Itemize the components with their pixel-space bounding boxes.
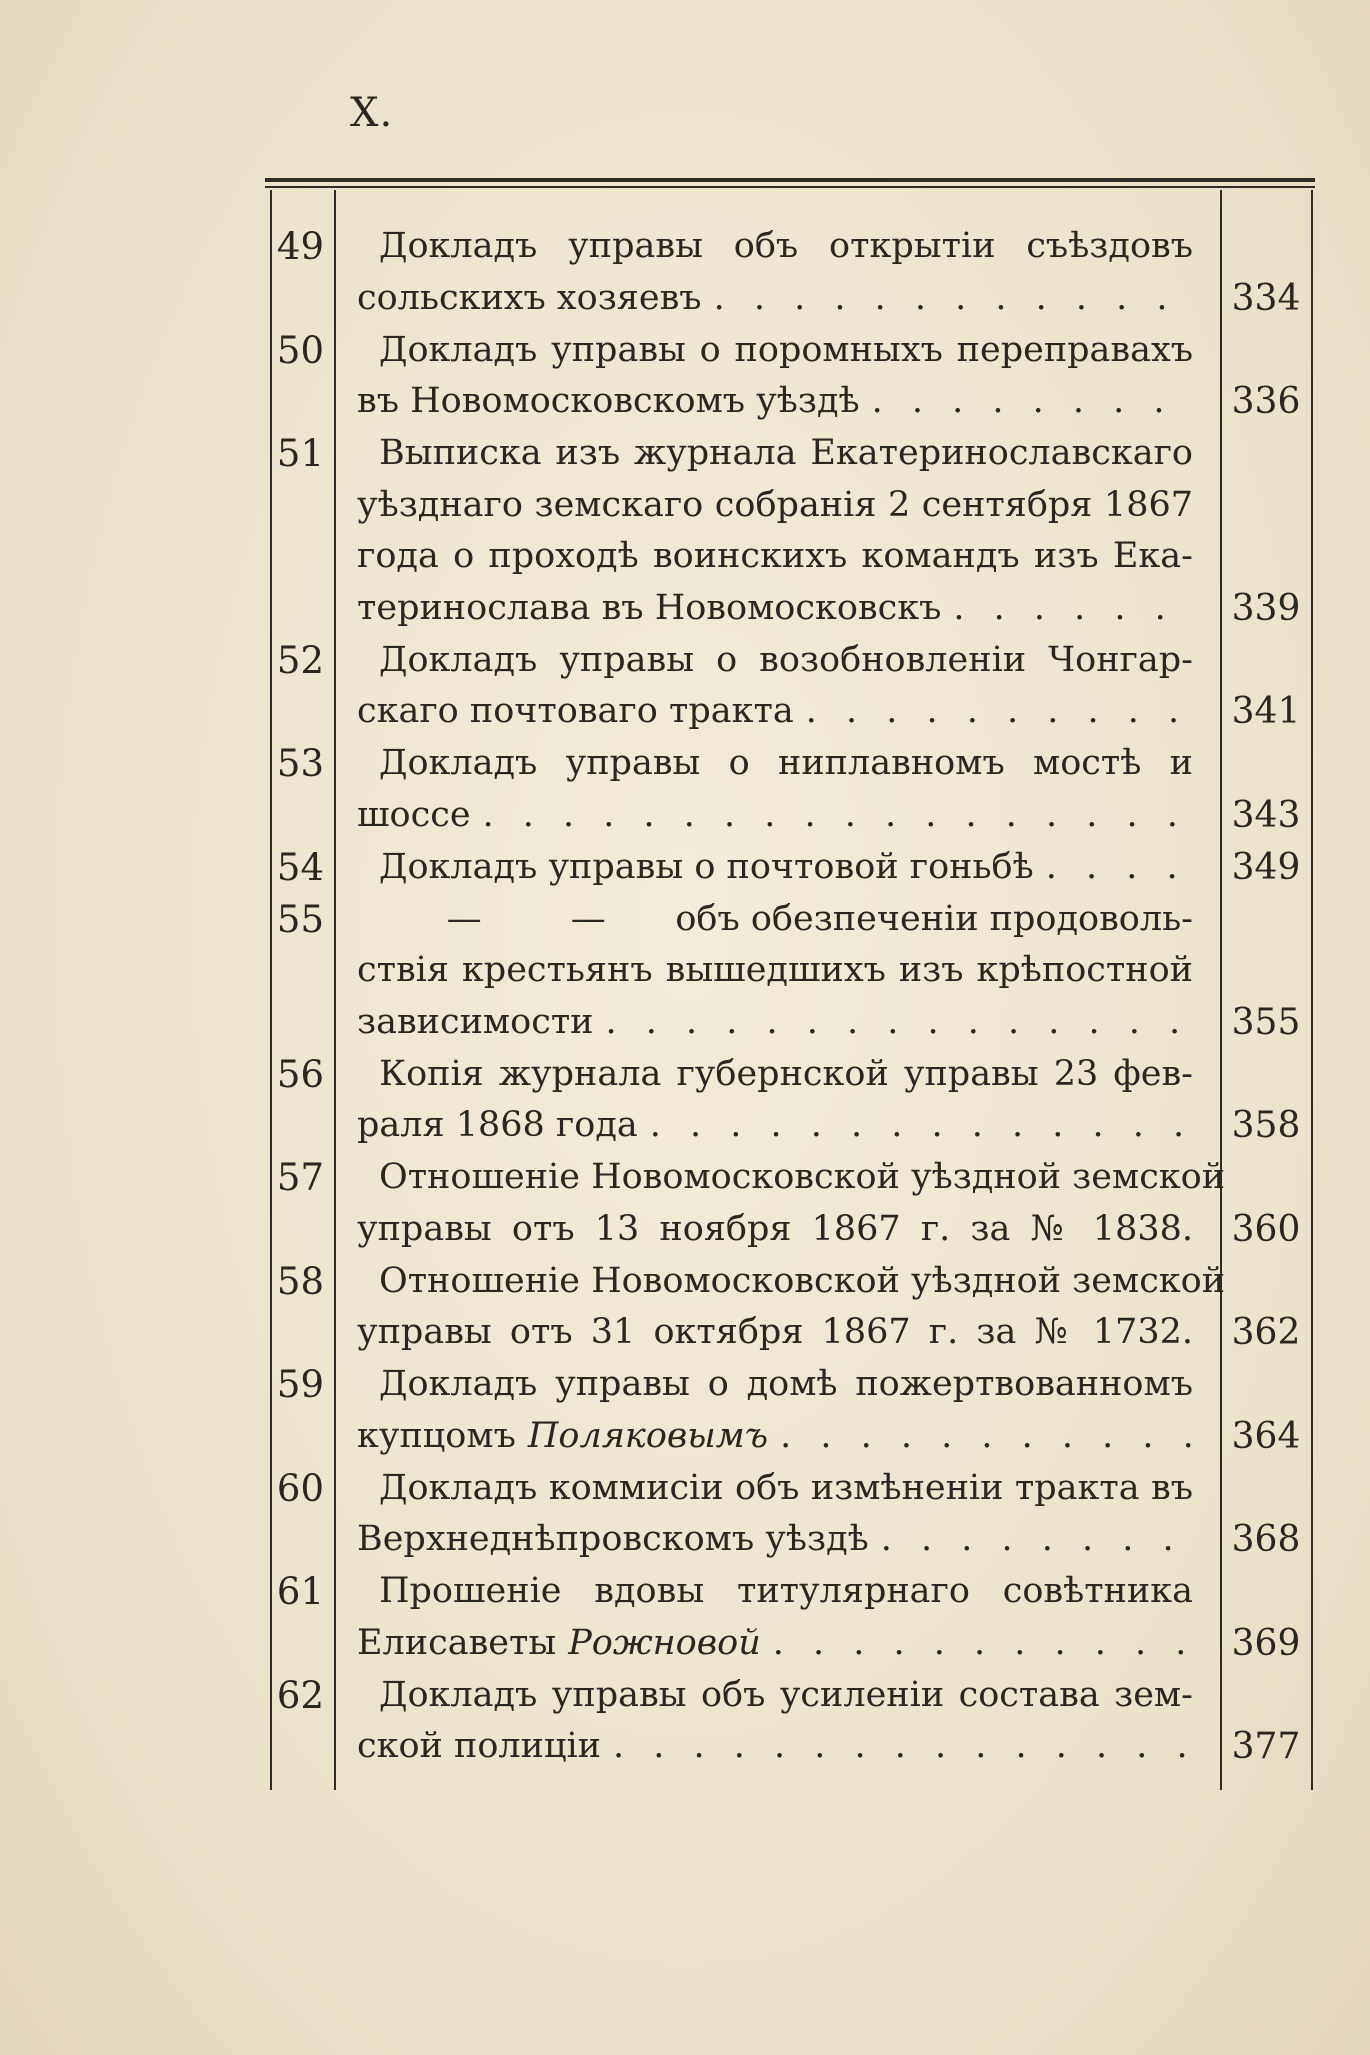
entry-title bbox=[357, 1566, 1193, 1669]
page-reference: 358 bbox=[1231, 1105, 1301, 1146]
entry-title bbox=[357, 894, 1193, 1049]
leader-dots bbox=[638, 1100, 1193, 1152]
leader-dots bbox=[761, 1618, 1193, 1670]
entry-title bbox=[357, 635, 1193, 738]
entry-number: 52 bbox=[276, 638, 324, 682]
leader-dots bbox=[1034, 842, 1193, 894]
entry-number: 53 bbox=[276, 742, 324, 785]
entry-title bbox=[357, 1049, 1193, 1152]
entry-title bbox=[357, 1256, 1226, 1359]
entry-line-text: Елисаветы bbox=[357, 1622, 557, 1663]
entry-line-text: управы отъ 13 ноября 1867 г. за № 1838. bbox=[357, 1208, 1193, 1249]
entry-line-text: Выписка изъ журнала Екатеринославскаго bbox=[379, 433, 1193, 473]
entry-line bbox=[357, 1721, 1193, 1773]
entry-line-text: Докладъ управы объ открытіи съѣздовъ bbox=[379, 226, 1193, 266]
entry-title bbox=[357, 1463, 1193, 1566]
column-rule-right bbox=[1311, 190, 1313, 1790]
entry-line bbox=[357, 531, 1193, 583]
page-reference: 336 bbox=[1231, 381, 1301, 422]
entry-title bbox=[357, 842, 1193, 894]
entry-line bbox=[357, 1152, 1226, 1204]
entry-line bbox=[357, 428, 1193, 480]
entry-line bbox=[357, 1204, 1193, 1256]
entry-title bbox=[357, 1152, 1226, 1255]
entry-line-text: ской полиціи bbox=[357, 1726, 601, 1766]
entry-title bbox=[357, 325, 1193, 428]
entry-line-text: объ обезпеченіи продоволь- bbox=[675, 898, 1193, 939]
entry-italic-name: Поляковымъ bbox=[527, 1415, 769, 1456]
page-reference: 377 bbox=[1231, 1726, 1301, 1767]
ditto-dash: — bbox=[570, 898, 606, 939]
entry-line bbox=[357, 273, 1193, 325]
entry-line-text: уѣзднаго земскаго собранія 2 сентября 1867 bbox=[357, 484, 1193, 525]
entry-line bbox=[357, 1307, 1193, 1359]
entry-title bbox=[357, 428, 1193, 634]
leader-dots bbox=[794, 686, 1193, 738]
entry-line bbox=[357, 738, 1193, 790]
column-rule-number bbox=[334, 190, 336, 1790]
leader-dots bbox=[702, 273, 1193, 325]
ditto-dash: — bbox=[446, 898, 482, 939]
page-reference: 334 bbox=[1231, 277, 1301, 319]
entry-line-text: въ Новомосковскомъ уѣздѣ bbox=[357, 381, 860, 421]
entry-line-text: Докладъ управы о почтовой гоньбѣ bbox=[379, 846, 1034, 887]
entry-line bbox=[357, 1514, 1193, 1566]
entry-number: 61 bbox=[276, 1570, 324, 1613]
entry-line bbox=[357, 376, 1193, 428]
entry-line bbox=[357, 1670, 1193, 1722]
entry-line-text: Докладъ управы о ниплавномъ мостѣ и bbox=[379, 743, 1193, 783]
leader-dots bbox=[869, 1514, 1193, 1566]
leader-dots bbox=[601, 1721, 1193, 1773]
leader-dots bbox=[941, 583, 1193, 635]
page-number: X. bbox=[350, 90, 394, 136]
entry-line bbox=[357, 790, 1193, 842]
entry-line bbox=[357, 1566, 1193, 1618]
entry-italic-name: Рожновой bbox=[568, 1622, 761, 1663]
entry-number: 54 bbox=[276, 845, 324, 889]
entry-line-text: Копія журнала губернской управы 23 фев- bbox=[379, 1053, 1193, 1094]
leader-dots bbox=[768, 1411, 1193, 1463]
entry-line-text: Прошеніе вдовы титулярнаго совѣтника bbox=[379, 1571, 1193, 1611]
entry-number: 60 bbox=[276, 1466, 324, 1510]
entry-line-text: Докладъ управы о поромныхъ переправахъ bbox=[379, 329, 1193, 370]
entry-line bbox=[357, 635, 1193, 687]
page-reference: 341 bbox=[1231, 691, 1301, 732]
entry-line bbox=[357, 894, 1193, 946]
entry-line bbox=[357, 1049, 1193, 1101]
entry-line-text: сольскихъ хозяевъ bbox=[357, 277, 702, 318]
top-rule bbox=[265, 178, 1315, 182]
entry-line-text: Отношеніе Новомосковской уѣздной земской bbox=[379, 1157, 1226, 1197]
entry-line bbox=[357, 1359, 1193, 1411]
entry-line-text: раля 1868 года bbox=[357, 1105, 638, 1145]
entry-line-text: Докладъ коммисіи объ измѣненіи тракта въ bbox=[379, 1467, 1193, 1508]
entry-number: 50 bbox=[276, 328, 324, 372]
entry-line bbox=[357, 583, 1193, 635]
page-reference: 349 bbox=[1231, 846, 1301, 888]
entry-line bbox=[357, 221, 1193, 273]
entry-line-text: года о проходѣ воинскихъ командъ изъ Ека- bbox=[357, 536, 1193, 576]
entry-title bbox=[357, 221, 1193, 324]
entry-line-text: теринослава въ Новомосковскъ bbox=[357, 587, 942, 628]
entry-line-text: ствія крестьянъ вышедшихъ изъ крѣпостной bbox=[357, 950, 1193, 990]
entry-line-text: купцомъ bbox=[357, 1415, 516, 1456]
entry-title bbox=[357, 1359, 1193, 1462]
entry-line bbox=[357, 1256, 1226, 1308]
page-reference: 339 bbox=[1231, 587, 1301, 629]
entry-number: 62 bbox=[276, 1673, 324, 1717]
page-reference: 368 bbox=[1231, 1519, 1301, 1560]
entry-line bbox=[357, 842, 1193, 894]
page-reference: 362 bbox=[1231, 1312, 1301, 1353]
entry-line-text: Докладъ управы о возобновленіи Чонгар- bbox=[379, 639, 1193, 680]
entry-number: 59 bbox=[276, 1363, 324, 1406]
entry-line bbox=[357, 1618, 1193, 1670]
leader-dots bbox=[471, 790, 1193, 842]
entry-line bbox=[357, 1100, 1193, 1152]
page-reference: 360 bbox=[1231, 1208, 1301, 1250]
page-reference: 355 bbox=[1231, 1001, 1301, 1043]
page-reference: 343 bbox=[1231, 794, 1301, 836]
entry-line bbox=[357, 945, 1193, 997]
leader-dots bbox=[594, 997, 1193, 1049]
entry-number: 55 bbox=[276, 897, 324, 941]
leader-dots bbox=[860, 376, 1193, 428]
entry-line-text: управы отъ 31 октября 1867 г. за № 1732. bbox=[357, 1312, 1193, 1352]
entry-line-text: Докладъ управы объ усиленіи состава зем- bbox=[379, 1674, 1193, 1715]
entry-title bbox=[357, 738, 1193, 841]
entry-number: 51 bbox=[276, 432, 324, 475]
page-reference: 369 bbox=[1231, 1622, 1301, 1664]
entry-line-text: Верхнеднѣпровскомъ уѣздѣ bbox=[357, 1519, 869, 1559]
entry-number: 56 bbox=[276, 1052, 324, 1096]
top-rule-thin bbox=[265, 186, 1315, 188]
entry-line bbox=[357, 997, 1193, 1049]
page-reference: 364 bbox=[1231, 1415, 1301, 1457]
entry-line-text: Докладъ управы о домѣ пожертвованномъ bbox=[379, 1364, 1193, 1404]
entry-line bbox=[357, 1463, 1193, 1515]
entry-line bbox=[357, 1411, 1193, 1463]
entry-line-text: скаго почтоваго тракта bbox=[357, 691, 794, 731]
entry-line bbox=[357, 686, 1193, 738]
entry-line bbox=[357, 325, 1193, 377]
entry-title bbox=[357, 1670, 1193, 1773]
entry-line bbox=[357, 480, 1193, 532]
entry-line-text: шоссе bbox=[357, 794, 471, 835]
entry-line-text: зависимости bbox=[357, 1001, 594, 1042]
entry-number: 58 bbox=[276, 1259, 324, 1303]
entry-line-text: Отношеніе Новомосковской уѣздной земской bbox=[379, 1260, 1226, 1301]
entry-number: 49 bbox=[276, 225, 324, 268]
entry-number: 57 bbox=[276, 1156, 324, 1199]
